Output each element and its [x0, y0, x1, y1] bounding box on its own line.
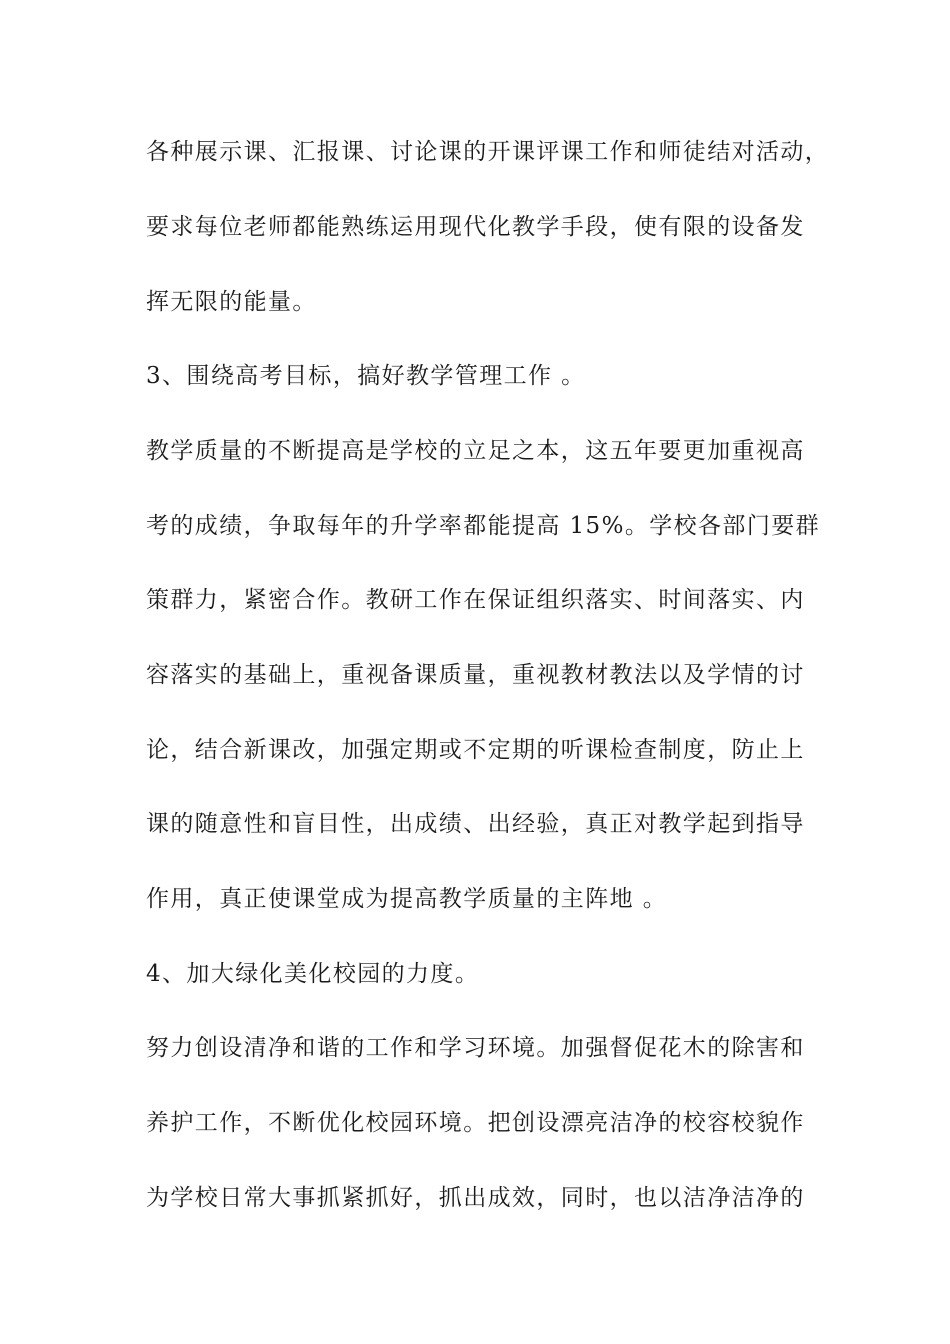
text-line: 考的成绩，争取每年的升学率都能提高 15%。学校各部门要群 [146, 513, 821, 539]
text-line: 要求每位老师都能熟练运用现代化教学手段，使有限的设备发 [146, 214, 805, 240]
text-line: 教学质量的不断提高是学校的立足之本，这五年要更加重视高 [146, 438, 805, 464]
text-line: 作用，真正使课堂成为提高教学质量的主阵地 。 [146, 886, 668, 912]
section-heading: 4、加大绿化美化校园的力度。 [146, 961, 480, 987]
text-line: 论，结合新课改，加强定期或不定期的听课检查制度，防止上 [146, 737, 805, 763]
text-line: 挥无限的能量。 [146, 289, 317, 315]
text-line: 为学校日常大事抓紧抓好，抓出成效，同时，也以洁净洁净的 [146, 1185, 805, 1211]
text-line: 努力创设清净和谐的工作和学习环境。加强督促花木的除害和 [146, 1035, 805, 1061]
text-line: 课的随意性和盲目性，出成绩、出经验，真正对教学起到指导 [146, 811, 805, 837]
section-heading: 3、围绕高考目标，搞好教学管理工作 。 [146, 363, 586, 389]
text-line: 养护工作，不断优化校园环境。把创设漂亮洁净的校容校貌作 [146, 1110, 805, 1136]
text-line: 策群力，紧密合作。教研工作在保证组织落实、时间落实、内 [146, 587, 805, 613]
text-line: 容落实的基础上，重视备课质量，重视教材教法以及学情的讨 [146, 662, 805, 688]
text-line: 各种展示课、汇报课、讨论课的开课评课工作和师徒结对活动， [146, 139, 830, 165]
